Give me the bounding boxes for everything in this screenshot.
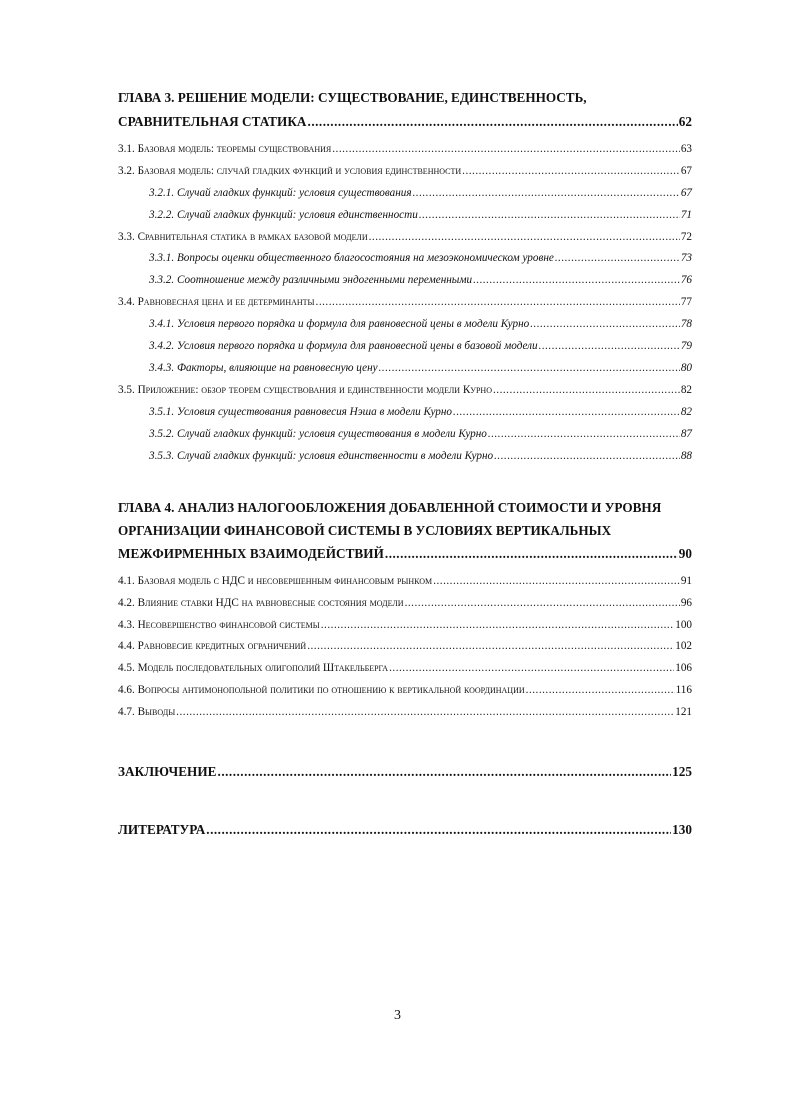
entry-page: 82 (680, 384, 692, 396)
entry-number: 3.3.2. (149, 274, 175, 286)
leader-dots (379, 362, 680, 374)
entry-page: 106 (675, 662, 692, 674)
entry-page: 78 (680, 318, 692, 330)
entry-page: 121 (675, 706, 692, 718)
leader-dots (488, 428, 680, 440)
entry-title: Условия первого порядка и формула для равновесной цены в модели Курно (176, 318, 530, 330)
entry-number: 3.4. (118, 296, 135, 308)
toc-entry-4-5[interactable] (118, 662, 692, 674)
toc-entry-3-2-1[interactable] (149, 187, 692, 199)
toc-entry-3-5-3[interactable] (149, 450, 692, 462)
entry-title: Равновесие кредитных ограничений (137, 640, 307, 652)
toc-entry-3-5[interactable] (118, 384, 692, 396)
entry-number: 3.4.2. (149, 340, 175, 352)
entry-page: 102 (675, 640, 692, 652)
entry-title: Условия первого порядка и формула для равновесной цены в базовой модели (176, 340, 538, 352)
entry-page: 87 (680, 428, 692, 440)
toc-entry-3-2-2[interactable] (149, 209, 692, 221)
leader-dots (176, 706, 674, 718)
entry-number: 3.2.1. (149, 187, 175, 199)
conclusion-page: 125 (672, 764, 692, 779)
chapter-3-title-line-2: СРАВНИТЕЛЬНАЯ СТАТИКА (118, 114, 307, 129)
literature-heading[interactable] (118, 822, 692, 838)
entry-number: 4.7. (118, 706, 135, 718)
leader-dots (316, 296, 680, 308)
entry-title: Случай гладких функций: условия единственности в модели Курно (176, 450, 494, 462)
entry-page: 76 (680, 274, 692, 286)
toc-entry-3-3-1[interactable] (149, 252, 692, 264)
entry-title: Приложение: обзор теорем существования и единственности модели Курно (137, 384, 492, 396)
toc-entry-3-3[interactable] (118, 231, 692, 243)
toc-entry-3-4-3[interactable] (149, 362, 692, 374)
entry-page: 63 (680, 143, 692, 155)
entry-page: 79 (680, 340, 692, 352)
conclusion-title: ЗАКЛЮЧЕНИЕ (118, 764, 217, 779)
chapter-3-heading[interactable] (118, 114, 692, 130)
entry-page: 72 (680, 231, 692, 243)
entry-number: 3.5.1. (149, 406, 175, 418)
toc-entry-3-4[interactable] (118, 296, 692, 308)
entry-title: Базовая модель: случай гладких функций и условия единственности (137, 165, 462, 177)
chapter-3-title-line-1: ГЛАВА 3. РЕШЕНИЕ МОДЕЛИ: СУЩЕСТВОВАНИЕ, ЕДИНСТВЕННОСТЬ, (118, 90, 587, 105)
leader-dots (389, 662, 674, 674)
chapter-4-heading[interactable] (118, 546, 692, 562)
entry-number: 3.2.2. (149, 209, 175, 221)
entry-title: Случай гладких функций: условия единственности (176, 209, 418, 221)
leader-dots (526, 684, 675, 696)
toc-entry-4-1[interactable] (118, 575, 692, 587)
entry-title: Вопросы оценки общественного благосостояния на мезоэкономическом уровне (176, 252, 554, 264)
leader-dots (413, 187, 680, 199)
chapter-4-title-line-3: МЕЖФИРМЕННЫХ ВЗАИМОДЕЙСТВИЙ (118, 546, 384, 561)
leader-dots (462, 165, 680, 177)
entry-title: Факторы, влияющие на равновесную цену (176, 362, 378, 374)
entry-number: 3.2. (118, 165, 135, 177)
literature-page: 130 (672, 822, 692, 837)
leader-dots (433, 575, 680, 587)
leader-dots (453, 406, 680, 418)
chapter-4-title-line-2: ОРГАНИЗАЦИИ ФИНАНСОВОЙ СИСТЕМЫ В УСЛОВИЯХ ВЕРТИКАЛЬНЫХ (118, 523, 612, 538)
entry-number: 3.5. (118, 384, 135, 396)
leader-dots (218, 764, 672, 780)
entry-title: Соотношение между различными эндогенными переменными (176, 274, 473, 286)
toc-entry-3-4-1[interactable] (149, 318, 692, 330)
entry-number: 4.3. (118, 619, 135, 631)
toc-entry-3-5-1[interactable] (149, 406, 692, 418)
entry-page: 71 (680, 209, 692, 221)
leader-dots (405, 597, 680, 609)
entry-title: Модель последовательных олигополий Штакельберга (137, 662, 389, 674)
entry-title: Равновесная цена и ее детерминанты (137, 296, 315, 308)
chapter-3-page: 62 (678, 114, 692, 129)
entry-page: 77 (680, 296, 692, 308)
entry-title: Вопросы антимонопольной политики по отношению к вертикальной координации (137, 684, 525, 696)
entry-page: 116 (675, 684, 692, 696)
literature-title: ЛИТЕРАТУРА (118, 822, 206, 837)
toc-entry-3-4-2[interactable] (149, 340, 692, 352)
entry-title: Влияние ставки НДС на равновесные состояния модели (137, 597, 404, 609)
page-number: 3 (394, 1008, 401, 1023)
chapter-4-title-line-1: ГЛАВА 4. АНАЛИЗ НАЛОГООБЛОЖЕНИЯ ДОБАВЛЕННОЙ СТОИМОСТИ И УРОВНЯ (118, 500, 662, 515)
entry-number: 3.1. (118, 143, 135, 155)
entry-number: 3.5.3. (149, 450, 175, 462)
leader-dots (493, 384, 680, 396)
leader-dots (539, 340, 680, 352)
entry-page: 96 (680, 597, 692, 609)
leader-dots (321, 619, 674, 631)
toc-entry-4-4[interactable] (118, 640, 692, 652)
entry-page: 80 (680, 362, 692, 374)
toc-entry-4-6[interactable] (118, 684, 692, 696)
toc-entry-3-3-2[interactable] (149, 274, 692, 286)
entry-page: 82 (680, 406, 692, 418)
entry-title: Случай гладких функций: условия существования в модели Курно (176, 428, 487, 440)
entry-page: 88 (680, 450, 692, 462)
entry-page: 91 (680, 575, 692, 587)
leader-dots (555, 252, 680, 264)
entry-title: Условия существования равновесия Нэша в модели Курно (176, 406, 453, 418)
entry-number: 3.4.1. (149, 318, 175, 330)
conclusion-heading[interactable] (118, 764, 692, 780)
entry-number: 4.4. (118, 640, 135, 652)
leader-dots (369, 231, 680, 243)
toc-entry-3-2[interactable] (118, 165, 692, 177)
toc-entry-4-3[interactable] (118, 619, 692, 631)
chapter-4-page: 90 (678, 546, 692, 561)
entry-title: Несовершенство финансовой системы (137, 619, 320, 631)
entry-number: 3.3. (118, 231, 135, 243)
entry-number: 3.3.1. (149, 252, 175, 264)
entry-page: 100 (675, 619, 692, 631)
entry-title: Случай гладких функций: условия существования (176, 187, 412, 199)
toc-entry-4-7[interactable] (118, 706, 692, 718)
toc-entry-3-5-2[interactable] (149, 428, 692, 440)
leader-dots (530, 318, 680, 330)
leader-dots (419, 209, 680, 221)
entry-number: 3.4.3. (149, 362, 175, 374)
leader-dots (494, 450, 680, 462)
leader-dots (473, 274, 680, 286)
leader-dots (307, 640, 674, 652)
entry-title: Сравнительная статика в рамках базовой модели (137, 231, 368, 243)
entry-title: Базовая модель: теоремы существования (137, 143, 332, 155)
entry-number: 4.1. (118, 575, 135, 587)
toc-entry-3-1[interactable] (118, 143, 692, 155)
leader-dots (206, 822, 671, 838)
entry-page: 73 (680, 252, 692, 264)
entry-page: 67 (680, 165, 692, 177)
toc-entry-4-2[interactable] (118, 597, 692, 609)
entry-number: 4.2. (118, 597, 135, 609)
leader-dots (385, 546, 678, 562)
entry-number: 4.6. (118, 684, 135, 696)
entry-number: 3.5.2. (149, 428, 175, 440)
entry-title: Выводы (137, 706, 176, 718)
entry-page: 67 (680, 187, 692, 199)
leader-dots (332, 143, 680, 155)
entry-number: 4.5. (118, 662, 135, 674)
entry-title: Базовая модель с НДС и несовершенным финансовым рынком (137, 575, 433, 587)
leader-dots (308, 114, 678, 130)
